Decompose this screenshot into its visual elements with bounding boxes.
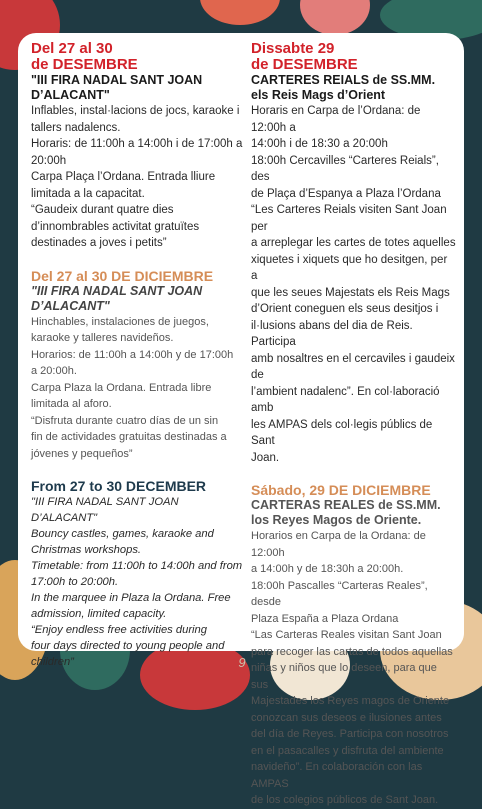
event-text: “Les Carteres Reials visiten Sant Joan per — [251, 204, 447, 233]
event-text: jóvenes y pequeños” — [31, 447, 133, 460]
event-text: four days directed to young people and — [31, 640, 225, 652]
decor-ornament — [200, 0, 280, 25]
event-fira-english — [31, 478, 246, 670]
event-date: Dissabte 29 — [251, 40, 335, 57]
event-text: Christmas workshops. — [31, 544, 142, 556]
event-text: Horarios en Carpa de la Ordana: de 12:00h — [251, 530, 426, 559]
event-text: limitada a la capacitat. — [31, 187, 145, 200]
event-text: a arreplegar les cartes de totes aquelles — [251, 237, 456, 249]
event-text: 17:00h to 20:00h. — [31, 576, 119, 588]
event-date: de DESEMBRE — [251, 56, 358, 73]
event-text: “Gaudeix durant quatre dies — [31, 204, 174, 216]
event-text: Joan. — [251, 451, 280, 464]
event-text: destinades a joves i petits” — [31, 237, 167, 249]
event-text: conozcan sus deseos e ilusiones antes — [251, 711, 442, 724]
event-date: From 27 to 30 DECEMBER — [31, 478, 207, 494]
page-number: 9 — [238, 655, 246, 670]
event-text: Inflables, instal·lacions de jocs, karaoke i — [31, 105, 240, 117]
event-text: il·lusions abans del dia de Reis. Participa — [251, 319, 413, 348]
event-text: niñas y niños que lo deseen, para que sus — [251, 662, 437, 691]
event-text: Majestades los Reyes magos de Oriente — [251, 695, 450, 707]
event-text: l’ambient nadalenc”. En col·laboració amb — [251, 385, 440, 414]
event-text: fin de actividades gratuitas destinadas a — [31, 431, 227, 443]
event-text: limitada al aforo. — [31, 398, 112, 410]
event-text: Carpa Plaza la Ordana. Entrada libre — [31, 381, 212, 394]
event-text: 18:00h Cercavilles “Carteres Reials”, des — [251, 154, 439, 183]
event-text: d’Orient coneguen els seus desitjos i — [251, 303, 439, 315]
event-text: 14:00h i de 18:30 a 20:00h — [251, 138, 388, 150]
event-text: del día de Reyes. Participa con nosotros — [251, 728, 449, 740]
event-text: de los colegios públicos de Sant Joan. — [251, 794, 439, 806]
event-date: de DESEMBRE — [31, 56, 138, 73]
event-text: a 20:00h. — [31, 365, 77, 377]
event-text: Plaza España a Plaza Ordana — [251, 612, 399, 625]
event-text: karaoke y talleres navideños. — [31, 332, 174, 344]
event-text: Horaris en Carpa de l’Ordana: de 12:00h a — [251, 105, 421, 134]
event-text: Hinchables, instalaciones de juegos, — [31, 315, 209, 328]
event-text: “Enjoy endless free activities during — [31, 624, 207, 636]
event-text: Timetable: from 11:00h to 14:00h and from — [31, 560, 243, 572]
event-carteras-spanish — [251, 482, 456, 809]
event-fira-spanish — [31, 268, 246, 463]
event-text: amb nosaltres en el cercaviles i gaudeix de — [251, 352, 455, 381]
event-text: In the marquee in Plaza la Ordana. Free — [31, 592, 231, 604]
event-text: admission, limited capacity. — [31, 608, 167, 620]
event-text: Carpa Plaça l’Ordana. Entrada lliure — [31, 171, 216, 183]
event-text: a 14:00h y de 18:30h a 20:00h. — [251, 563, 404, 575]
event-text: en el pasacalles y disfruta del ambiente — [251, 744, 444, 757]
event-title: CARTERAS REALES de SS.MM. — [251, 498, 441, 512]
event-text: children” — [31, 656, 74, 668]
event-title: "III FIRA NADAL SANT JOAN D’ALACANT" — [31, 496, 179, 524]
event-text: d’innombrables activitat gratuïtes — [31, 220, 200, 233]
event-text: navideño”. En colaboración con las AMPAS — [251, 761, 423, 790]
content-card — [18, 33, 464, 806]
event-text: “Las Carteras Reales visitan Sant Joan — [251, 629, 442, 641]
event-text: de Plaça d’Espanya a Plaza l’Ordana — [251, 187, 441, 200]
event-title: CARTERES REIALS de SS.MM. — [251, 73, 436, 87]
event-title: los Reyes Magos de Oriente. — [251, 513, 422, 527]
event-text: 18:00h Pascalles “Carteras Reales”, desde — [251, 579, 428, 608]
decor-ornament — [300, 0, 370, 35]
left-column — [31, 41, 246, 670]
event-text: para recoger las cartas de todos aquellas — [251, 645, 453, 658]
event-text: “Disfruta durante cuatro días de un sin — [31, 414, 219, 427]
event-title: "III FIRA NADAL SANT JOAN D’ALACANT" — [31, 283, 203, 313]
event-text: que les seues Majestats els Reis Mags — [251, 286, 450, 299]
event-text: xiquetes i xiquets que ho desitgen, per a — [251, 253, 448, 282]
event-date: Del 27 al 30 — [31, 40, 113, 57]
event-date: Sábado, 29 DE DICIEMBRE — [251, 482, 431, 498]
event-text: 20:00h — [31, 154, 67, 167]
event-fira-catalan — [31, 41, 246, 252]
event-date: Del 27 al 30 DE DICIEMBRE — [31, 267, 214, 284]
event-text: tallers nadalencs. — [31, 121, 121, 134]
event-text: Bouncy castles, games, karaoke and — [31, 528, 214, 540]
event-text: Horaris: de 11:00h a 14:00h i de 17:00h a — [31, 138, 243, 150]
right-column — [251, 41, 456, 809]
event-title: els Reis Mags d’Orient — [251, 88, 386, 102]
event-text: les AMPAS dels col·legis públics de Sant — [251, 418, 433, 447]
event-title: "III FIRA NADAL SANT JOAN D’ALACANT" — [31, 73, 203, 102]
event-carteres-catalan — [251, 41, 456, 466]
event-text: Horarios: de 11:00h a 14:00h y de 17:00h — [31, 348, 234, 361]
